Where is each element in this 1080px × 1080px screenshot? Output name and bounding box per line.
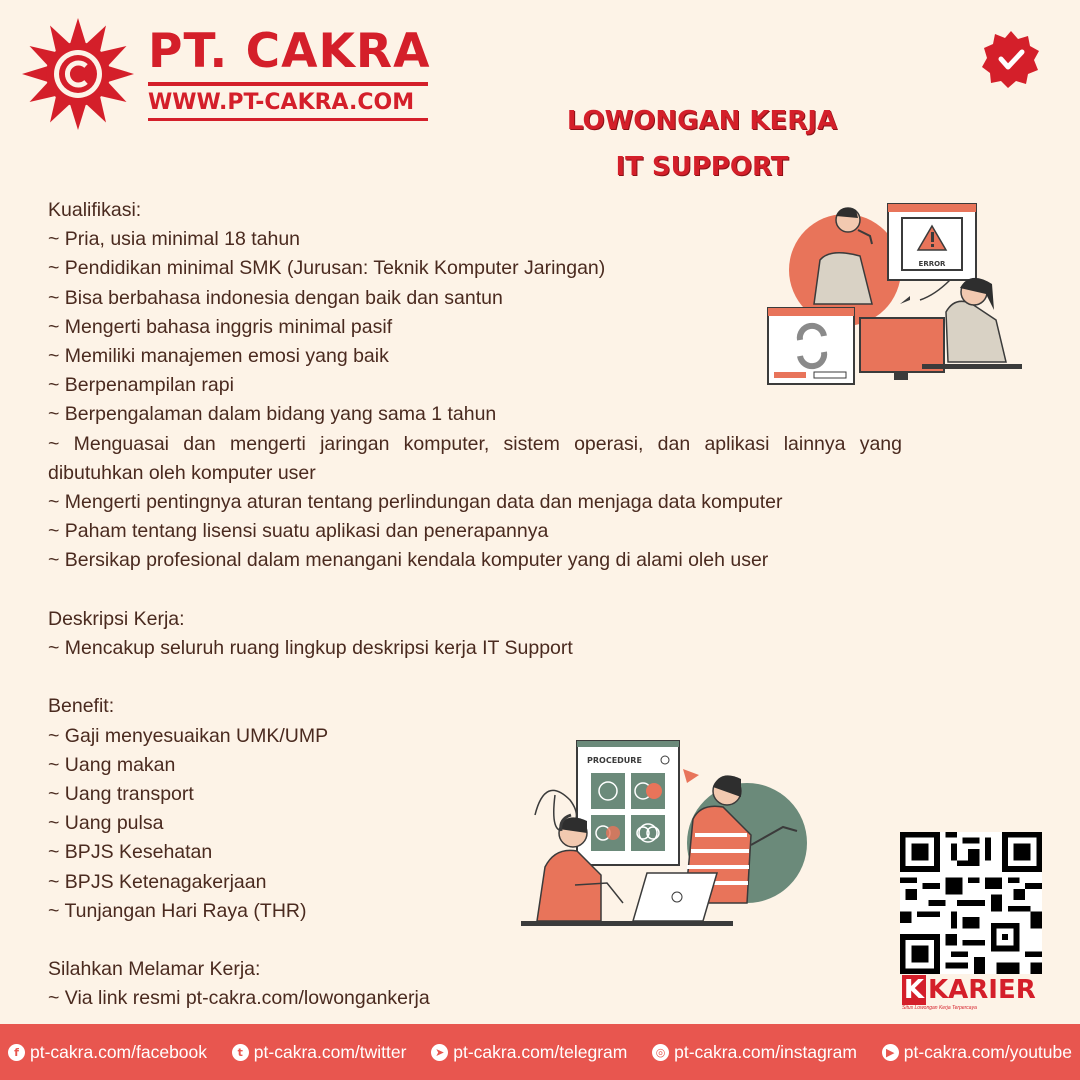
- karier-tagline: Situs Lowongan Kerja Terpercaya: [902, 1005, 977, 1011]
- telegram-icon: ➤: [431, 1044, 448, 1061]
- brand-underline-bottom: [148, 118, 428, 121]
- list-item: ~ Pria, usia minimal 18 tahun: [48, 228, 301, 251]
- verified-icon: [982, 30, 1040, 88]
- list-item: ~ Bisa berbahasa indonesia dengan baik dan santun: [48, 286, 503, 309]
- brand-name: PT. CAKRA: [148, 24, 431, 79]
- youtube-link[interactable]: [882, 1042, 1072, 1063]
- procedure-illustration: [515, 735, 815, 935]
- list-item: ~ Paham tentang lisensi suatu aplikasi dan penerapannya: [48, 520, 549, 543]
- list-item: ~ Uang transport: [48, 783, 194, 806]
- list-item: ~ Berpenampilan rapi: [48, 374, 234, 397]
- benefits-heading: Benefit:: [48, 695, 115, 718]
- job-title-line2: IT SUPPORT: [615, 152, 789, 182]
- karier-wordmark: KARIER: [928, 975, 1036, 1005]
- facebook-link[interactable]: [8, 1042, 207, 1063]
- social-footer: [0, 1024, 1080, 1080]
- karier-logo: [902, 975, 1044, 1011]
- list-item: ~ Pendidikan minimal SMK (Jurusan: Teknik Komputer Jaringan): [48, 257, 606, 280]
- apply-heading: Silahkan Melamar Kerja:: [48, 958, 261, 981]
- list-item: ~ Mengerti bahasa inggris minimal pasif: [48, 315, 393, 338]
- facebook-icon: f: [8, 1044, 25, 1061]
- spacer: [48, 576, 902, 605]
- qr-code[interactable]: [900, 832, 1042, 974]
- list-item: ~ BPJS Ketenagakerjaan: [48, 870, 267, 893]
- spacer: [48, 663, 902, 692]
- list-item: ~ Gaji menyesuaikan UMK/UMP: [48, 724, 329, 747]
- it-support-illustration: [760, 200, 1030, 390]
- procedure-label: PROCEDURE: [587, 756, 642, 765]
- facebook-link-text: pt-cakra.com/facebook: [30, 1041, 208, 1062]
- brand-url: WWW.PT-CAKRA.COM: [148, 90, 415, 115]
- telegram-link-text: pt-cakra.com/telegram: [453, 1041, 628, 1062]
- twitter-link[interactable]: [232, 1042, 407, 1063]
- job-description-heading: Deskripsi Kerja:: [48, 607, 185, 630]
- instagram-icon: ◎: [652, 1044, 669, 1061]
- telegram-link[interactable]: [431, 1042, 627, 1063]
- list-item: ~ Berpengalaman dalam bidang yang sama 1 tahun: [48, 403, 497, 426]
- instagram-link[interactable]: [652, 1042, 857, 1063]
- list-item: ~ Uang makan: [48, 753, 176, 776]
- error-label: ERROR: [918, 260, 946, 268]
- list-item: ~ Uang pulsa: [48, 812, 164, 835]
- list-item: ~ Bersikap profesional dalam menangani kendala komputer yang di alami oleh user: [48, 549, 769, 572]
- list-item: ~ Menguasai dan mengerti jaringan komputer, sistem operasi, dan aplikasi lainnya yang dibutuhkan oleh komputer user: [48, 432, 902, 484]
- apply-link[interactable]: ~ Via link resmi pt-cakra.com/lowongankerja: [48, 987, 430, 1010]
- twitter-icon: t: [232, 1044, 249, 1061]
- list-item: ~ Mencakup seluruh ruang lingkup deskripsi kerja IT Support: [48, 637, 573, 660]
- karier-badge: K: [903, 975, 925, 1005]
- twitter-link-text: pt-cakra.com/twitter: [253, 1041, 407, 1062]
- list-item: ~ Tunjangan Hari Raya (THR): [48, 899, 307, 922]
- list-item: ~ Memiliki manajemen emosi yang baik: [48, 345, 389, 368]
- list-item: ~ BPJS Kesehatan: [48, 841, 213, 864]
- instagram-link-text: pt-cakra.com/instagram: [674, 1041, 857, 1062]
- youtube-icon: ▶: [882, 1044, 899, 1061]
- job-title-line1: LOWONGAN KERJA: [566, 106, 838, 136]
- company-logo: [22, 18, 134, 130]
- qualifications-heading: Kualifikasi:: [48, 199, 142, 221]
- list-item: ~ Mengerti pentingnya aturan tentang perlindungan data dan menjaga data komputer: [48, 491, 783, 514]
- brand-underline: [148, 82, 428, 86]
- youtube-link-text: pt-cakra.com/youtube: [903, 1041, 1072, 1062]
